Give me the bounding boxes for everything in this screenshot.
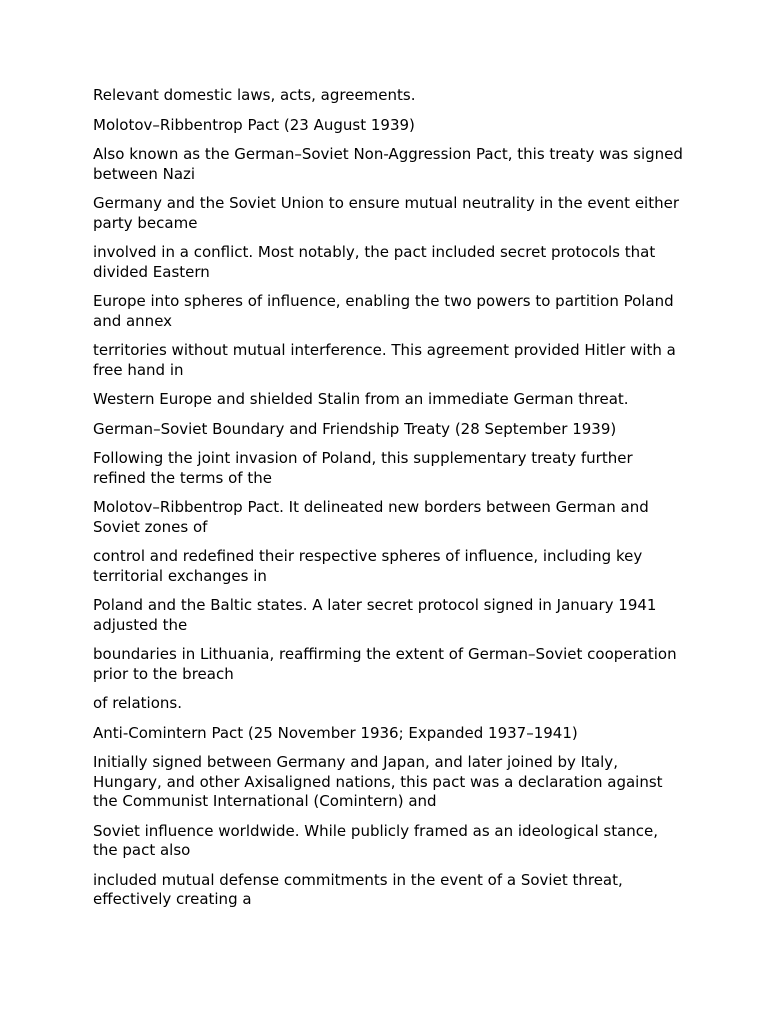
heading-molotov-ribbentrop-pact: Molotov–Ribbentrop Pact (23 August 1939) bbox=[93, 115, 415, 134]
body-paragraph: Poland and the Baltic states. A later secret protocol signed in January 1941 adjusted the bbox=[93, 596, 657, 634]
body-paragraph: Soviet influence worldwide. While publicly framed as an ideological stance, the pact also bbox=[93, 821, 659, 859]
body-paragraph: included mutual defense commitments in the event of a Soviet threat, effectively creating a bbox=[93, 870, 623, 908]
document-body bbox=[93, 86, 683, 920]
body-paragraph: involved in a conflict. Most notably, the pact included secret protocols that divided Eastern bbox=[93, 243, 656, 281]
heading-anti-comintern-pact: Anti-Comintern Pact (25 November 1936; Expanded 1937–1941) bbox=[93, 723, 578, 742]
body-paragraph: territories without mutual interference. This agreement provided Hitler with a free hand in bbox=[93, 341, 676, 379]
body-paragraph: Also known as the German–Soviet Non-Aggression Pact, this treaty was signed between Nazi bbox=[93, 145, 683, 183]
body-paragraph: boundaries in Lithuania, reaffirming the extent of German–Soviet cooperation prior to the breach bbox=[93, 645, 677, 683]
body-paragraph: Initially signed between Germany and Japan, and later joined by Italy, Hungary, and other Axisaligned nations, this pact was a declaration against the Communist International (Comintern) and bbox=[93, 753, 663, 810]
body-paragraph: control and redefined their respective spheres of influence, including key territorial exchanges in bbox=[93, 547, 643, 585]
body-paragraph: Europe into spheres of influence, enabling the two powers to partition Poland and annex bbox=[93, 292, 674, 330]
body-paragraph: of relations. bbox=[93, 694, 182, 712]
body-paragraph: Germany and the Soviet Union to ensure mutual neutrality in the event either party became bbox=[93, 194, 680, 232]
body-paragraph: Following the joint invasion of Poland, this supplementary treaty further refined the terms of the bbox=[93, 449, 633, 487]
body-paragraph: Molotov–Ribbentrop Pact. It delineated new borders between German and Soviet zones of bbox=[93, 498, 649, 536]
section-intro-line: Relevant domestic laws, acts, agreements. bbox=[93, 86, 416, 104]
body-paragraph: Western Europe and shielded Stalin from an immediate German threat. bbox=[93, 390, 629, 408]
heading-boundary-friendship-treaty: German–Soviet Boundary and Friendship Treaty (28 September 1939) bbox=[93, 419, 617, 438]
